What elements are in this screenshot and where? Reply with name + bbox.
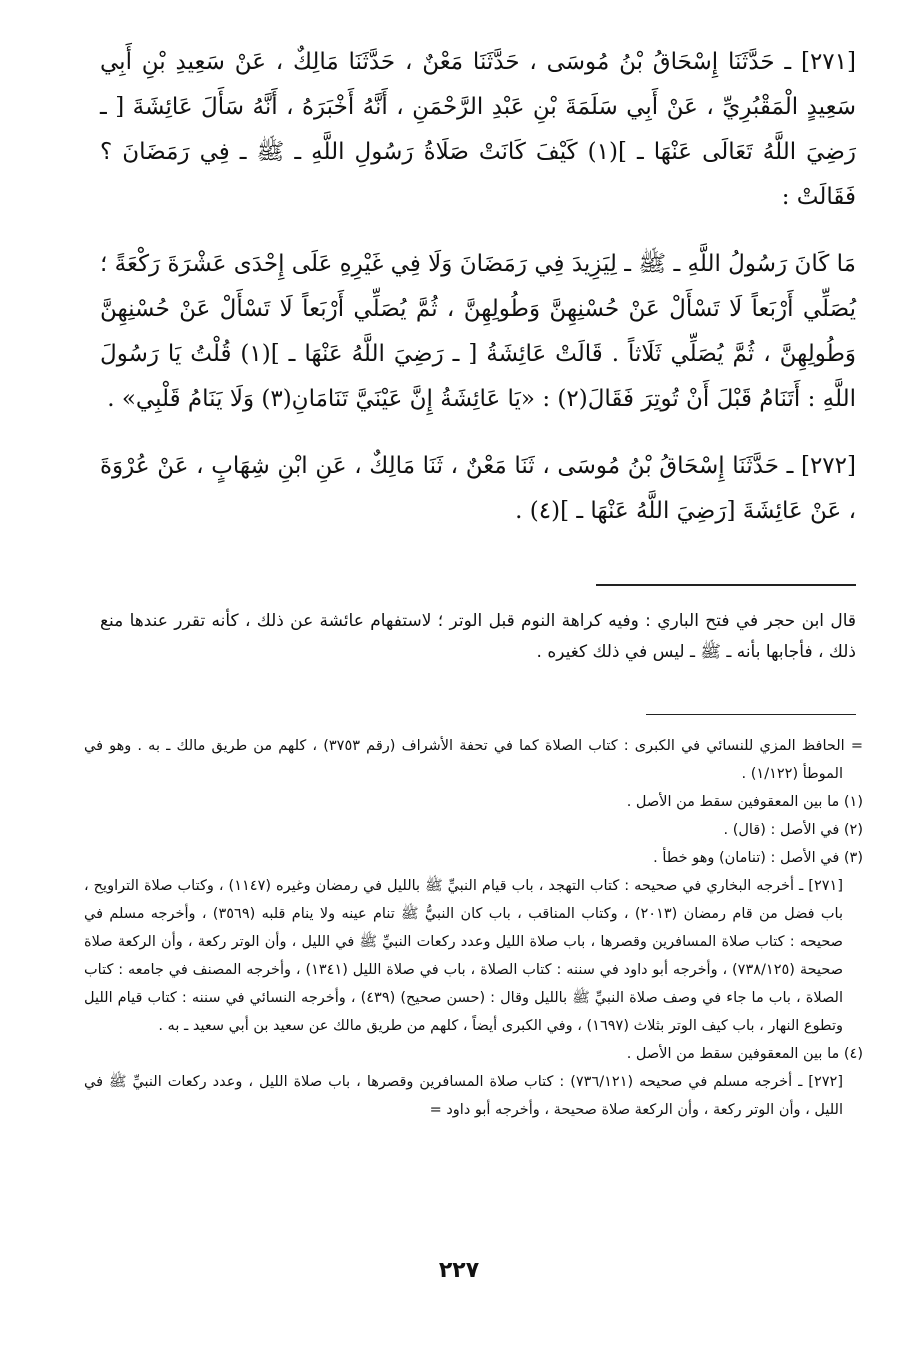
page-number: ٢٢٧ [438, 1258, 480, 1283]
hadith-text-block [100, 40, 856, 534]
takhrij-271: [٢٧١] ـ أخرجه البخاري في صحيحه : كتاب التهجد ، باب قيام النبيِّ ﷺ بالليل في رمضان وغيره (١١٤٧) ، وكتاب صلاة التراويح ، باب فضل من قام رمضان (٢٠١٣) ، وكتاب المناقب ، باب كان النبيُّ ﷺ تنام عينه ولا ينام قلبه (٣٥٦٩) ، وأخرجه مسلم في صحيحه : كتاب صلاة المسافرين وقصرها ، باب صلاة الليل وعدد ركعات النبيِّ ﷺ في الليل ، وأن الوتر ركعة ، وأن الركعة صلاة صحيحة (٧٣٨/١٢٥) ، وأخرجه أبو داود في سننه : كتاب الصلاة ، باب في صلاة الليل (١٣٤١) ، وأخرجه المصنف في جامعه : كتاب الصلاة ، باب ما جاء في وصف صلاة النبيِّ ﷺ بالليل وقال : (حسن صحيح) (٤٣٩) ، وأخرجه النسائي في سننه : كتاب قيام الليل وتطوع النهار ، باب كيف الوتر بثلاث (١٦٩٧) ، وفي الكبرى أيضاً ، كلهم من طريق مالك عن سعيد بن أبي سعيد ـ به . [84, 878, 844, 1034]
footnote-3: (٣) في الأصل : (تنامان) وهو خطأ . [653, 850, 863, 866]
footnote-separator-rule [646, 714, 856, 715]
footnotes-block [84, 732, 863, 1124]
footnote-continuation: = الحافظ المزي للنسائي في الكبرى : كتاب الصلاة كما في تحفة الأشراف (رقم ٣٧٥٣) ، كلهم من طريق مالك ـ به . وهو في الموطأ (١/١٢٢) . [84, 738, 863, 782]
footnote-2: (٢) في الأصل : (قال) . [723, 822, 863, 838]
footnote-1: (١) ما بين المعقوفين سقط من الأصل . [626, 794, 863, 810]
hadith-271-matn: مَا كَانَ رَسُولُ اللَّهِ ـ ﷺ ـ لِيَزِيدَ فِي رَمَضَانَ وَلَا فِي غَيْرِهِ عَلَى إِحْدَى عَشْرَةَ رَكْعَةً ؛ يُصَلِّي أَرْبَعاً لَا تَسْأَلْ عَنْ حُسْنِهِنَّ وَطُولِهِنَّ ، ثُمَّ يُصَلِّي أَرْبَعاً لَا تَسْأَلْ عَنْ حُسْنِهِنَّ وَطُولِهِنَّ ، ثُمَّ يُصَلِّي ثَلَاثاً . قَالَتْ عَائِشَةُ [ ـ رَضِيَ اللَّهُ عَنْهَا ـ ](١) قُلْتُ يَا رَسُولَ اللَّهِ : أَتَنَامُ قَبْلَ أَنْ تُوتِرَ فَقَالَ(٢) : «يَا عَائِشَةُ إِنَّ عَيْنَيَّ تَنَامَانِ(٣) وَلَا يَنَامُ قَلْبِي» . [100, 251, 856, 412]
commentary-block [100, 606, 856, 668]
main-separator-rule [596, 584, 856, 586]
takhrij-272: [٢٧٢] ـ أخرجه مسلم في صحيحه (٧٣٦/١٢١) : كتاب صلاة المسافرين وقصرها ، باب صلاة الليل ، وعدد ركعات النبيِّ ﷺ في الليل ، وأن الوتر ركعة ، وأن الركعة صلاة صحيحة ، وأخرجه أبو داود = [84, 1074, 843, 1118]
hadith-271-isnad: [٢٧١] ـ حَدَّثَنَا إِسْحَاقُ بْنُ مُوسَى ، حَدَّثَنَا مَعْنٌ ، حَدَّثَنَا مَالِكٌ ، عَنْ سَعِيدِ بْنِ أَبِي سَعِيدٍ الْمَقْبُرِيِّ ، عَنْ أَبِي سَلَمَةَ بْنِ عَبْدِ الرَّحْمَنِ ، أَنَّهُ أَخْبَرَهُ ، أَنَّهُ سَأَلَ عَائِشَةَ [ ـ رَضِيَ اللَّهُ تَعَالَى عَنْهَا ـ ](١) كَيْفَ كَانَتْ صَلَاةُ رَسُولِ اللَّهِ ـ ﷺ ـ فِي رَمَضَانَ ؟ فَقَالَتْ : [100, 49, 856, 210]
hadith-272-isnad: [٢٧٢] ـ حَدَّثَنَا إِسْحَاقُ بْنُ مُوسَى ، ثَنَا مَعْنٌ ، ثَنَا مَالِكٌ ، عَنِ ابْنِ شِهَابٍ ، عَنْ عُرْوَةَ ، عَنْ عَائِشَةَ [رَضِيَ اللَّهُ عَنْهَا ـ ](٤) . [100, 453, 856, 524]
footnote-4: (٤) ما بين المعقوفين سقط من الأصل . [626, 1046, 863, 1062]
commentary-text: قال ابن حجر في فتح الباري : وفيه كراهة النوم قبل الوتر ؛ لاستفهام عائشة عن ذلك ، كأنه تقرر عندها منع ذلك ، فأجابها بأنه ـ ﷺ ـ ليس في ذلك كغيره . [100, 611, 856, 662]
